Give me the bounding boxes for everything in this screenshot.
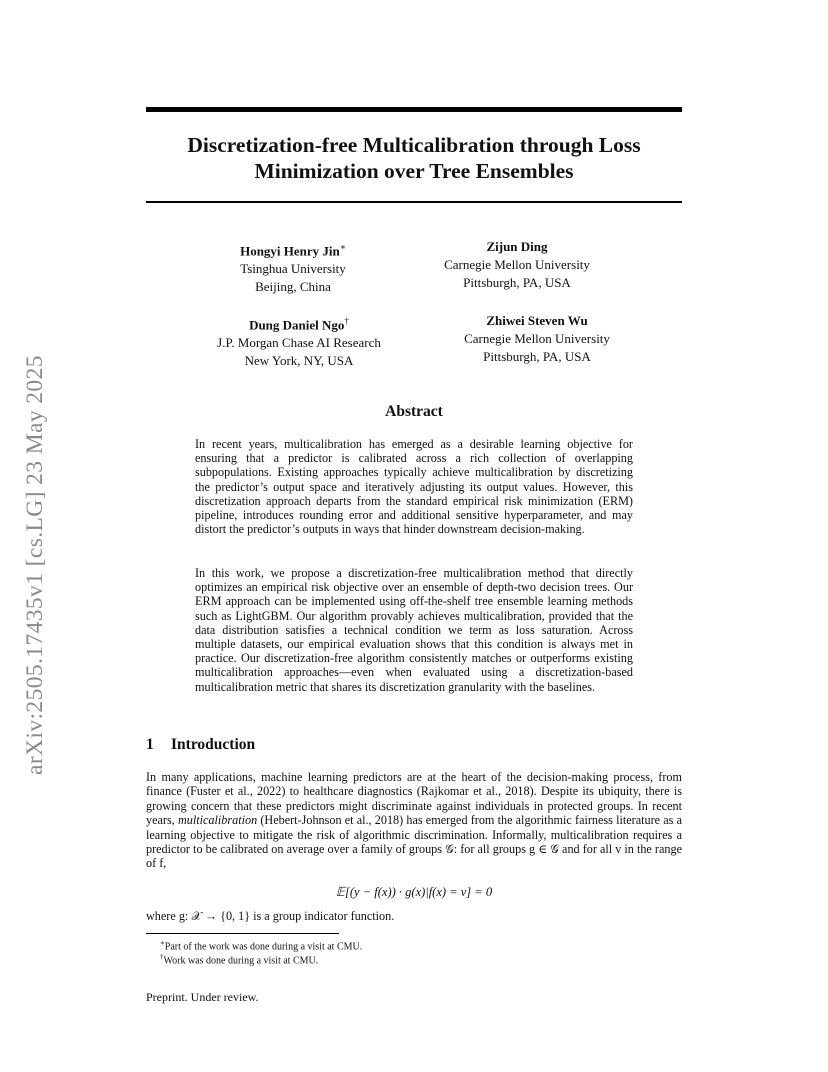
footnote-mark: ∗ (160, 939, 165, 947)
author-affiliation: Carnegie Mellon University (444, 257, 590, 272)
footnote-text: Work was done during a visit at CMU. (163, 955, 319, 967)
section-heading (146, 736, 255, 754)
preprint-note: Preprint. Under review. (146, 990, 259, 1004)
author-location: Beijing, China (255, 279, 331, 295)
author-block-1 (163, 238, 423, 296)
author-name: Zhiwei Steven Wu (486, 313, 588, 328)
intro-text-b: (Hebert-Johnson et al., 2018) has emerged from the algorithmic fairness literature as a learning objective to mitigate the risk of algorithmic discrimination. Informally, multicalibration requires a predictor to be calibrated on average over a family of groups 𝒢: for all groups g ∈ 𝒢 and for all v in the range of f, (146, 813, 682, 871)
abstract-paragraph-2: In this work, we propose a discretization-free multicalibration method that directly optimizes an empirical risk objective over an ensemble of depth-two decision trees. Our ERM approach can be implemented using off-the-shelf tree ensemble learning methods such as LightGBM. Our algorithm provably achieves multicalibration, provided that the data distribution satisfies a technical condition we term as loss saturation. Across multiple datasets, our empirical evaluation shows that this condition is always met in practice. Our discretization-free algorithm consistently matches or outperforms existing multicalibration approaches—even when evaluated using a discretization-based multicalibration metric that shares its discretization granularity with the baselines. (195, 566, 633, 694)
author-location: Pittsburgh, PA, USA (463, 275, 571, 290)
author-name: Zijun Ding (486, 239, 548, 254)
author-location: New York, NY, USA (244, 353, 354, 369)
footnote-2 (160, 951, 318, 967)
footnote-mark: † (160, 953, 164, 961)
title-top-rule (146, 107, 682, 112)
intro-emphasis: multicalibration (177, 813, 258, 828)
author-mark: † (344, 316, 349, 326)
author-affiliation: Carnegie Mellon University (464, 331, 610, 346)
author-name: Dung Daniel Ngo (249, 317, 345, 333)
title-bottom-rule (146, 201, 682, 203)
author-affiliation: Tsinghua University (240, 261, 346, 277)
author-affiliation: J.P. Morgan Chase AI Research (217, 335, 381, 351)
footnote-rule (146, 933, 339, 934)
intro-paragraph (146, 770, 682, 871)
paper-title: Discretization-free Multicalibration through Loss Minimization over Tree Ensembles (187, 133, 641, 183)
arxiv-stamp: arXiv:2505.17435v1 [cs.LG] 23 May 2025 (22, 355, 48, 775)
equation: 𝔼[(y − f(x)) · g(x)|f(x) = v] = 0 (335, 885, 493, 899)
author-block-4 (407, 312, 667, 366)
author-location: Pittsburgh, PA, USA (483, 349, 591, 364)
section-title: Introduction (171, 736, 256, 753)
author-block-2 (387, 238, 647, 292)
intro-text-a: In many applications, machine learning predictors are at the heart of the decision-making process, from finance (Fuster et al., 2022) to healthcare diagnostics (Rajkomar et al., 2018). Despite its ubiquity, there is growing concern that these predictors might discriminate against individuals in protected groups. In recent years, (146, 770, 682, 828)
author-mark: ∗ (339, 242, 346, 252)
abstract-paragraph-1: In recent years, multicalibration has emerged as a desirable learning objective for ensuring that a predictor is calibrated across a rich collection of overlapping subpopulations. Existing approaches typically achieve multicalibration by discretizing the predictor’s output space and iteratively adjusting its output values. However, this discretization approach departs from the standard empirical risk minimization (ERM) pipeline, introduces rounding error and additional sensitive hyperparameter, and may distort the predictor’s outputs in ways that hinder downstream decision-making. (195, 437, 633, 537)
section-number: 1 (146, 736, 154, 753)
footnote-text: Part of the work was done during a visit at CMU. (164, 941, 363, 953)
author-name: Hongyi Henry Jin (240, 243, 340, 259)
author-block-3 (169, 312, 429, 370)
intro-after-equation: where g: 𝒳 → {0, 1} is a group indicator function. (146, 909, 395, 923)
abstract-heading: Abstract (385, 403, 443, 420)
